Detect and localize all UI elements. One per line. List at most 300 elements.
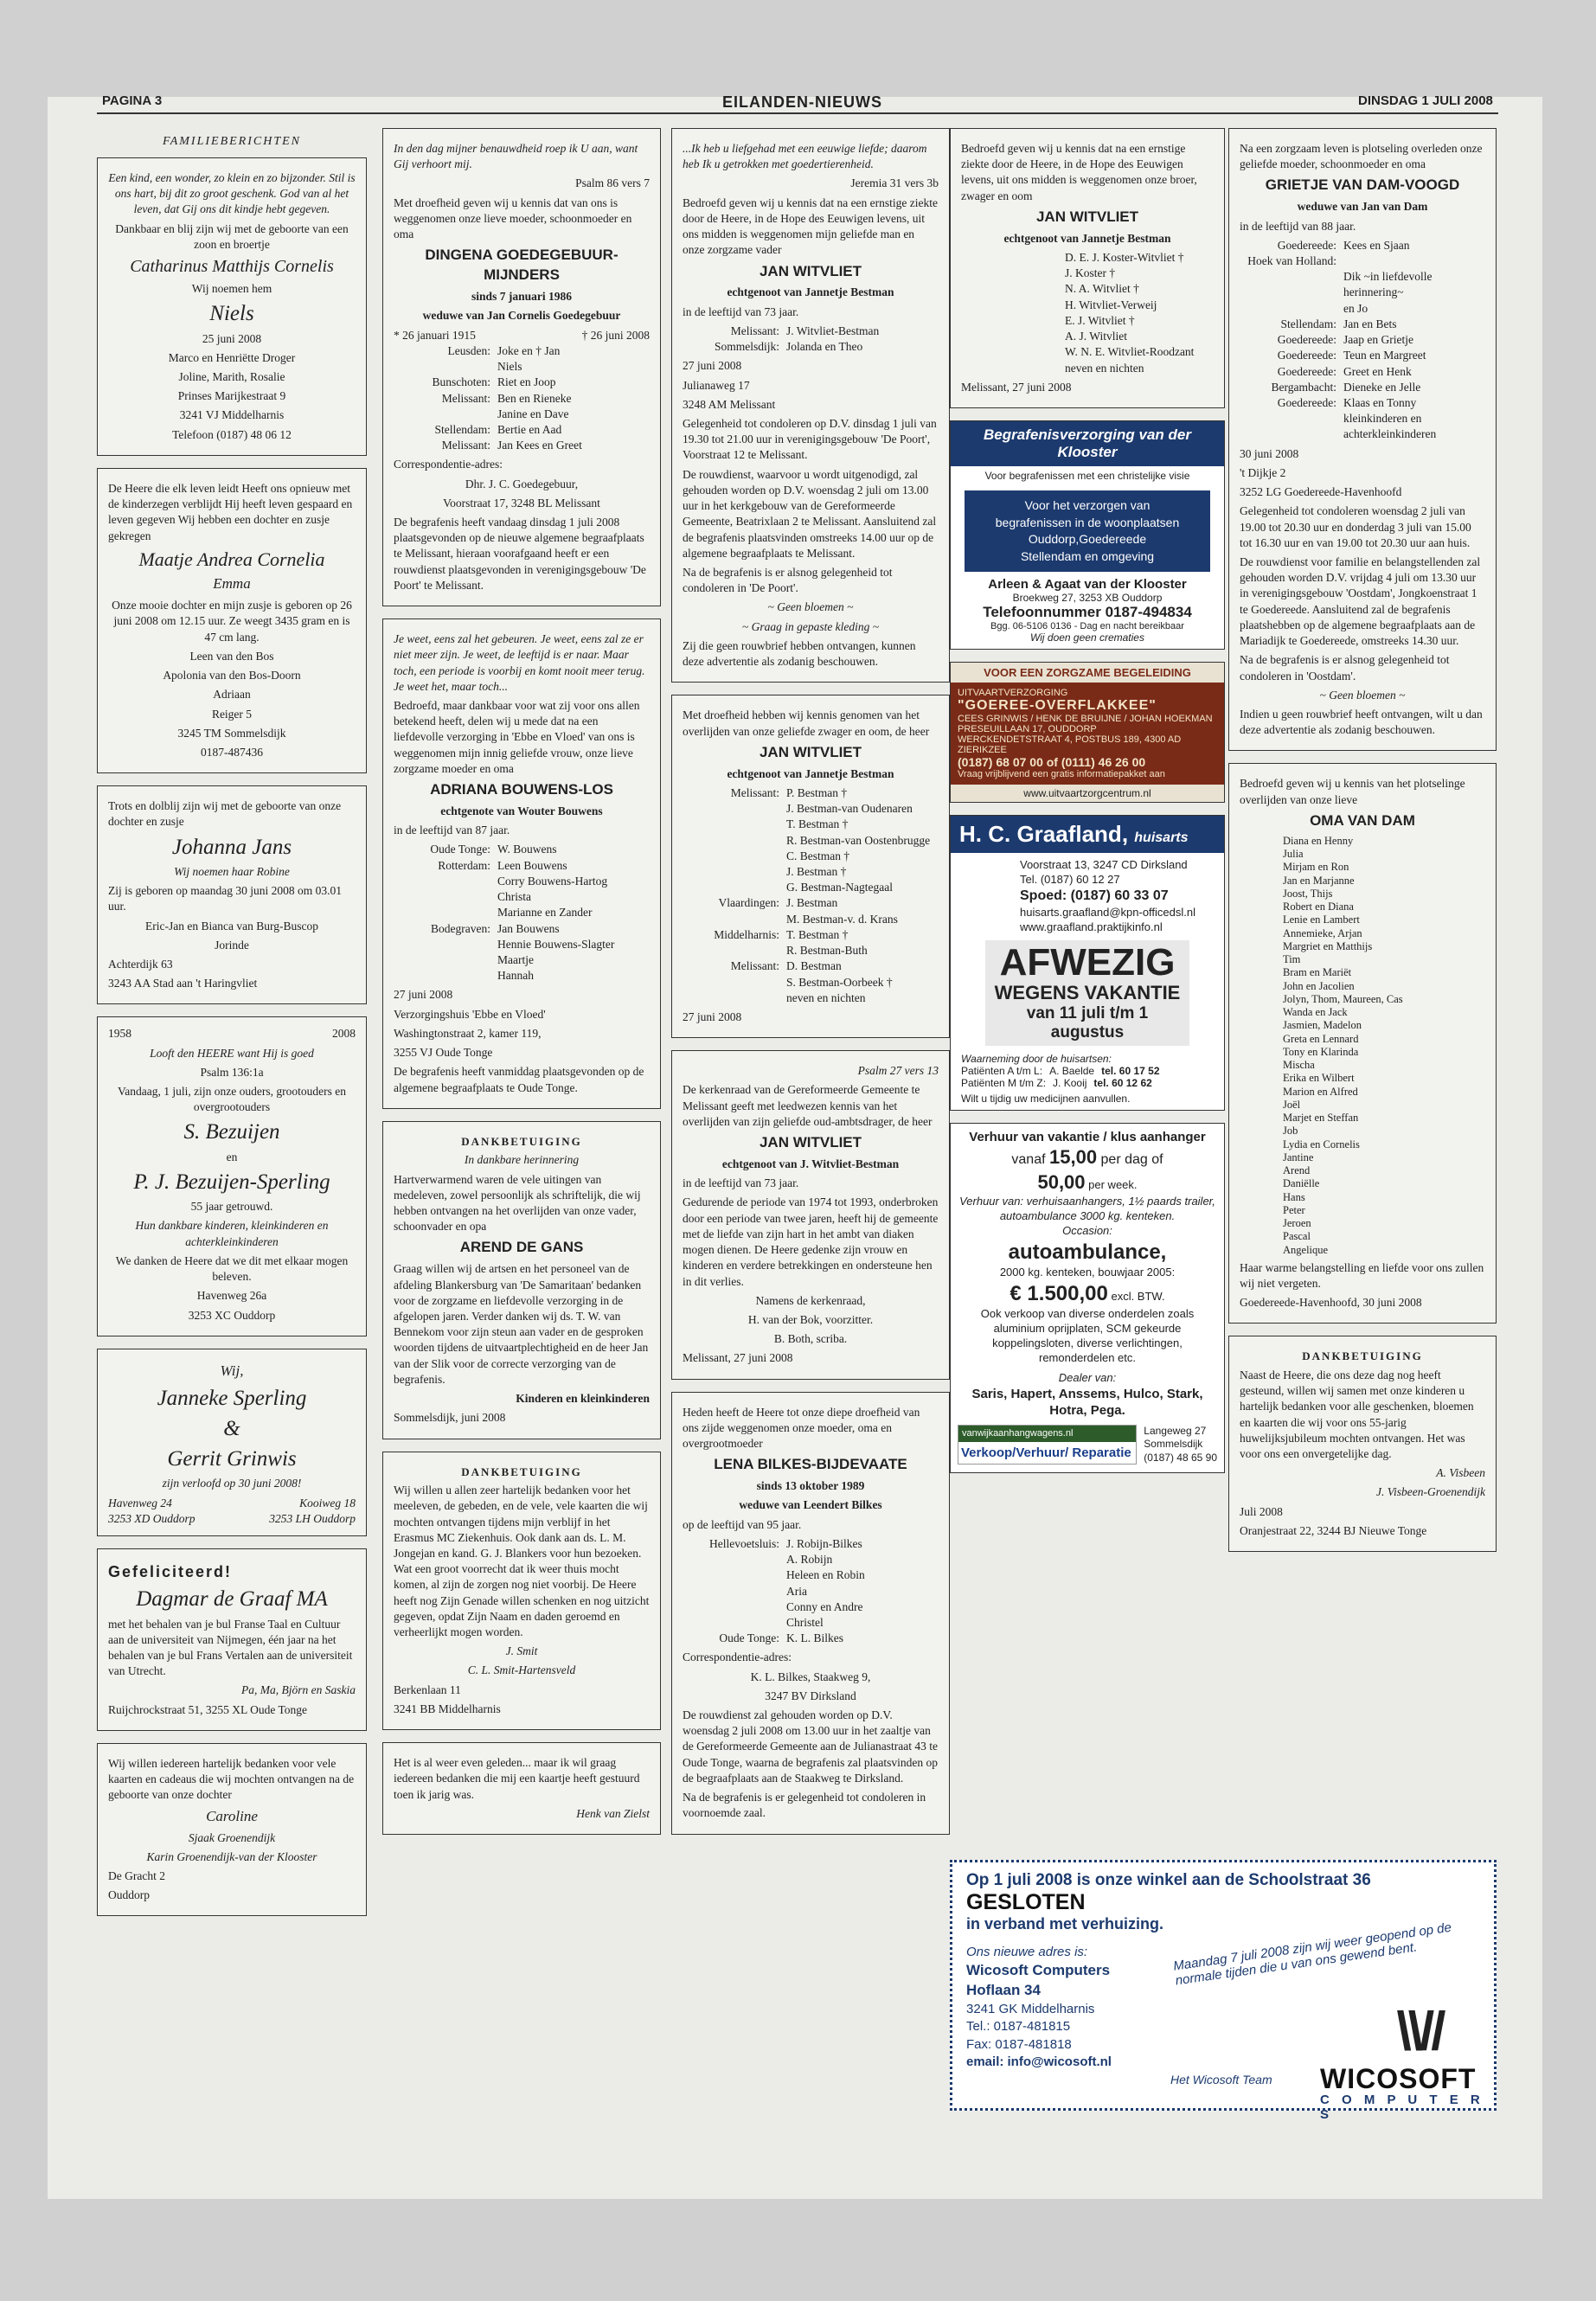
title: DANKBETUIGING [461, 1134, 582, 1148]
logo-mark-icon: \\// [1396, 2002, 1443, 2061]
subtitle: In dankbare herinnering [464, 1153, 580, 1167]
sibling: Jorinde [215, 938, 249, 952]
birth-notice-niels [97, 157, 367, 456]
fax: Fax: 0187-481818 [966, 2036, 1072, 2052]
row-value: Klaas en Tonny [1343, 396, 1417, 409]
row-value: T. Bestman † [786, 927, 849, 941]
name-2: P. J. Bezuijen-Sperling [133, 1170, 330, 1194]
signature-2: J. Visbeen-Groenendijk [1376, 1485, 1485, 1499]
grandchild-name: Mischa [1283, 1059, 1315, 1071]
date: 27 juni 2008 [683, 1009, 742, 1023]
signature-1: Sjaak Groenendijk [188, 1830, 276, 1844]
from: vanaf [1011, 1152, 1046, 1168]
intro: Dankbaar en blij zijn wij met de geboorte van een zoon en broertje [115, 221, 349, 251]
website[interactable]: www.graafland.praktijkinfo.nl [1020, 920, 1163, 933]
signature: Henk van Zielst [576, 1806, 650, 1820]
row-key [394, 952, 490, 968]
no-flowers: ~ Geen bloemen ~ [767, 600, 854, 614]
row-key [683, 801, 779, 817]
parents: Eric-Jan en Bianca van Burg-Buscop [145, 919, 318, 933]
year-start: 1958 [108, 1027, 131, 1041]
row-value: kleinkinderen en achterkleinkinderen [1343, 412, 1437, 441]
family-row [683, 895, 939, 911]
phone-1: tel. 60 17 52 [1101, 1064, 1160, 1077]
family-row [394, 359, 650, 375]
name-1: Janneke Sperling [157, 1386, 307, 1410]
child-name: Niels [209, 302, 254, 326]
column-2 [382, 128, 661, 1847]
age: in de leeftijd van 73 jaar. [683, 1176, 799, 1190]
occasion-label: Occasion: [1062, 1224, 1112, 1238]
age: in de leeftijd van 88 jaar. [1240, 219, 1356, 233]
ad-wicosoft [950, 1860, 1497, 2122]
correspondence-label: Correspondentie-adres: [394, 458, 503, 471]
verse: Looft den HEERE want Hij is goed [150, 1046, 314, 1060]
address-1: Achterdijk 63 [108, 957, 173, 971]
family-member: neven en nichten [1065, 361, 1144, 375]
ampersand: & [223, 1416, 240, 1440]
parents: Marco en Henriëtte Droger [168, 350, 296, 364]
family-row [1240, 317, 1485, 332]
product: autoambulance, [1008, 1240, 1167, 1265]
column-5 [1228, 128, 1497, 1564]
subtitle: UITVAARTVERZORGING [958, 688, 1068, 699]
row-value: Christa [497, 890, 531, 904]
family-row [394, 343, 650, 359]
grandchild-name: Arend [1283, 1164, 1311, 1176]
name: Dagmar de Graaf MA [136, 1587, 328, 1612]
family-member: D. E. J. Koster-Witvliet † [1065, 251, 1184, 265]
address-1: Prinses Marijkestraat 9 [177, 389, 286, 403]
phone-2: tel. 60 12 62 [1093, 1076, 1152, 1089]
address-3: Kooiweg 18 [299, 1496, 356, 1509]
text: Na een zorgzaam leven is plotseling overleden onze geliefde moeder, schoonmoeder en oma [1240, 142, 1483, 171]
place: Sommelsdijk, juni 2008 [394, 1411, 506, 1425]
row-value: Joke en † Jan [497, 343, 561, 357]
sibling: Adriaan [213, 688, 251, 702]
line-1: Voor het verzorgen van [1024, 498, 1151, 512]
row-value: Conny en Andre [786, 1599, 863, 1613]
owners: Arleen & Agaat van der Klooster [988, 577, 1187, 593]
psalm: Psalm 27 vers 13 [857, 1064, 939, 1078]
place-3: 3255 VJ Oude Tonge [394, 1046, 493, 1060]
grandchild-name: Mirjam en Ron [1283, 861, 1349, 874]
column-1 [97, 128, 367, 1928]
row-key [683, 912, 779, 927]
logo-text: WICOSOFT [1320, 2063, 1477, 2094]
row-key: Bunschoten: [432, 375, 490, 389]
row-key [683, 1599, 779, 1615]
family-row [683, 817, 939, 832]
row-key: Hoek van Holland: [1247, 254, 1336, 268]
address-1: Berkenlaan 11 [394, 1682, 461, 1696]
text: Bedroefd geven wij u kennis dat na een ernstige ziekte door de Heere, in de Hope des Eeuwigen levens, uit ons midden is weggenomen mijn geliefde man en onze zorgzame vader [683, 195, 939, 257]
family-row [1240, 238, 1485, 253]
intro: De Heere die elk leven leidt Heeft ons opnieuw met de kinderzegen verblijdt Hij heeft leven gespaard en leven gegeven Wij hebben een dochter en zusje gekregen [108, 481, 353, 542]
line-3: Ouddorp,Goedereede [1028, 532, 1147, 547]
email[interactable]: huisarts.graafland@kpn-officedsl.nl [1020, 905, 1196, 919]
row-value: K. L. Bilkes [786, 1631, 843, 1645]
site[interactable]: vanwijkaanhangwagens.nl [958, 1426, 1136, 1441]
psalm: Psalm 136:1a [200, 1065, 264, 1079]
address-2: 3241 VJ Middelharnis [179, 408, 285, 422]
telephone: Telefoonnummer 0187-494834 [983, 604, 1192, 621]
headline-text: Op 1 juli 2008 is onze winkel aan de Schoolstraat 36 [966, 1871, 1371, 1889]
row-key [683, 1584, 779, 1599]
row-key [394, 407, 490, 422]
row-value: Corry Bouwens-Hartog [497, 874, 608, 888]
family-row [394, 438, 650, 453]
obituary-bouwens [382, 619, 661, 1109]
new-address-label: Ons nieuwe adres is: [966, 1945, 1088, 1959]
age: in de leeftijd van 87 jaar. [394, 824, 510, 837]
row-key [683, 864, 779, 880]
text: Met droefheid geven wij u kennis dat van ons is weggenomen onze lieve moeder, schoonmoeder en oma [394, 195, 632, 241]
vacation-block [985, 940, 1189, 1046]
signature-1: Namens de kerkenraad, [755, 1293, 866, 1307]
date: 27 juni 2008 [683, 359, 742, 373]
row-value: Kees en Sjaan [1343, 238, 1410, 252]
date: 25 juni 2008 [202, 331, 262, 345]
name-1: S. Bezuijen [183, 1120, 280, 1144]
family-row [683, 943, 939, 958]
absent: AFWEZIG [999, 940, 1176, 984]
obituary-bilkes [671, 1392, 950, 1835]
family-row [1240, 253, 1485, 269]
header-rule [97, 112, 1498, 114]
company: Wicosoft Computers [966, 1962, 1111, 1979]
ad-uitvaart-goeree-overflakkee [950, 662, 1225, 803]
row-key [394, 874, 490, 889]
top: VOOR EEN ZORGZAME BEGELEIDING [984, 666, 1191, 680]
row-value: P. Bestman † [786, 785, 848, 799]
address: Ruijchrockstraat 51, 3255 XL Oude Tonge [108, 1702, 308, 1716]
row-key: Bergambacht: [1271, 380, 1336, 394]
family-row [394, 391, 650, 407]
row-value: Marianne en Zander [497, 906, 593, 920]
line-4: Stellendam en omgeving [1020, 548, 1155, 563]
place-2: Washingtonstraat 2, kamer 119, [394, 1026, 542, 1040]
thanks-birthday [382, 1742, 661, 1835]
address-1: Havenweg 26a [196, 1289, 267, 1303]
congratulations-dagmar [97, 1548, 367, 1731]
deceased-name: JAN WITVLIET [759, 262, 862, 279]
signature-2: Karin Groenendijk-van der Klooster [146, 1849, 317, 1863]
signature-3: B. Both, scriba. [773, 1332, 848, 1346]
text: Bedroefd, maar dankbaar voor wat zij voor ons allen betekend heeft, delen wij u mede dat na een liefdevolle verzorging in 'Ebbe en Vloed' van ons is weggenomen mijn innig geliefde vrouw, onze lieve zorgzame moeder en oma [394, 699, 640, 775]
row-value: S. Bestman-Oorbeek † [786, 975, 893, 989]
siblings: Joline, Marith, Rosalie [178, 370, 285, 383]
telephone: (0187) 48 65 90 [1144, 1452, 1217, 1464]
family-row [683, 1584, 939, 1599]
reason: in verband met verhuizing. [966, 1915, 1164, 1932]
page-number: PAGINA 3 [102, 93, 163, 108]
city: 3241 GK Middelharnis [966, 2002, 1095, 2017]
per-week: per week. [1088, 1177, 1138, 1191]
address-1: 't Dijkje 2 [1240, 465, 1286, 479]
family-list [394, 842, 650, 984]
row-key [394, 937, 490, 952]
family-row [1240, 332, 1485, 348]
row-value: Jan en Bets [1343, 317, 1397, 330]
row-value: J. Robijn-Bilkes [786, 1536, 862, 1550]
grandchild-name: Margriet en Matthijs [1283, 939, 1373, 952]
family-row [1240, 364, 1485, 380]
family-row [394, 422, 650, 438]
date: Juli 2008 [1240, 1504, 1283, 1518]
row-key [683, 1552, 779, 1567]
family-row [394, 921, 650, 937]
grandchild-name: Peter [1283, 1203, 1305, 1216]
address: Broekweg 27, 3253 XB Ouddorp [1012, 592, 1163, 605]
grandchild-name: Erika en Wilbert [1283, 1072, 1355, 1085]
row-key: Stellendam: [434, 422, 490, 436]
grandchild-name: Jolyn, Thom, Maureen, Cas [1283, 992, 1403, 1005]
father: Leen van den Bos [189, 649, 274, 663]
family-list [961, 250, 1214, 376]
engaged: zijn verloofd op 30 juni 2008! [162, 1477, 302, 1490]
after-funeral: Na de begrafenis is er alsnog gelegenheid tot condoleren in 'Oostdam'. [1240, 653, 1450, 683]
family-row [394, 905, 650, 920]
group-2: Patiënten M t/m Z: [961, 1076, 1047, 1089]
family-row [683, 864, 939, 880]
family-row [683, 833, 939, 849]
age: in de leeftijd van 73 jaar. [683, 304, 799, 318]
row-value: C. Bestman † [786, 849, 850, 862]
date: Melissant, 27 juni 2008 [961, 380, 1072, 394]
line-2: PRESEUILLAAN 17, OUDDORP [958, 724, 1097, 735]
per-day: per dag of [1100, 1152, 1163, 1168]
date: Melissant, 27 juni 2008 [683, 1351, 793, 1365]
row-key: Goedereede: [1277, 349, 1336, 362]
family-row [683, 849, 939, 864]
row-value: A. Robijn [786, 1553, 833, 1567]
grandchild-name: Marion en Alfred [1283, 1085, 1358, 1098]
row-value: Jan Kees en Greet [497, 439, 582, 452]
row-key: Middelharnis: [714, 927, 779, 941]
row-value: G. Bestman-Nagtegaal [786, 881, 893, 894]
obituary-witvliet-church [671, 1050, 950, 1379]
row-value: Jaap en Grietje [1343, 333, 1413, 347]
dress-code: ~ Graag in gepaste kleding ~ [741, 619, 880, 633]
deceased-name: ADRIANA BOUWENS-LOS [430, 781, 613, 798]
row-value: Dik ~in liefdevolle herinnering~ [1343, 270, 1433, 299]
row-value: J. Witvliet-Bestman [786, 324, 880, 337]
column-3 [671, 128, 950, 1847]
text-2: Gedurende de periode van 1974 tot 1993, onderbroken door een periode van twee jaren, heeft hij de gemeente met de liefde van zijn hart in het ambt van diaken mogen dienen. De Heere gedenke zijn vrouw en kinderen en verdere betrekkingen en ondersteune hen in dit verlies. [683, 1195, 939, 1288]
row-key: Goedereede: [1277, 364, 1336, 378]
line-1: CEES GRINWIS / HENK DE BRUIJNE / JOHAN HOEKMAN [958, 714, 1213, 725]
name-2: Gerrit Grinwis [167, 1447, 297, 1471]
header [951, 816, 1224, 853]
page-date: DINSDAG 1 JULI 2008 [1358, 93, 1493, 108]
deceased-name: JAN WITVLIET [759, 1134, 862, 1151]
family-row [394, 937, 650, 952]
correspondence-1: K. L. Bilkes, Staakweg 9, [750, 1670, 871, 1683]
family-row [394, 842, 650, 857]
family-member: J. Koster † [1065, 266, 1116, 280]
ad-van-wijk-aanhangwagens [950, 1123, 1225, 1473]
row-value: J. Bestman [786, 896, 838, 910]
replacement [951, 1051, 1224, 1110]
family-row [683, 1536, 939, 1552]
telephone: Telefoon (0187) 48 06 12 [172, 427, 292, 441]
street: Hoflaan 34 [966, 1982, 1041, 1999]
family-row [1240, 380, 1485, 395]
call-text: Wij noemen hem [191, 282, 272, 296]
date: 27 juni 2008 [394, 988, 453, 1002]
child-full-name: Maatje Andrea Cornelia [138, 548, 325, 570]
rental-list: Verhuur van: verhuisaanhangers, 1½ paards trailer, autoambulance 3000 kg. kenteken. [959, 1195, 1215, 1223]
husband-of: echtgenoot van Jannetje Bestman [727, 766, 894, 780]
signature-2: H. van der Bok, voorzitter. [747, 1312, 874, 1326]
trailer-image [958, 1425, 1137, 1465]
grandchild-name: Joost, Thijs [1283, 887, 1333, 900]
row-key: Melissant: [730, 785, 779, 799]
text: De kerkenraad van de Gereformeerde Gemeente te Melissant geeft met leedwezen kennis van het overlijden van zijn geliefde oud-ambtsdrager, de heer [683, 1083, 933, 1128]
title: Begrafenisverzorging van der Klooster [951, 421, 1224, 466]
text: Onze mooie dochter en mijn zusje is geboren op 26 juni 2008 om 12.15 uur. Ze weegt 3435 gram en is 47 cm lang. [112, 599, 352, 644]
no-flowers: ~ Geen bloemen ~ [1319, 688, 1406, 702]
and: en [226, 1150, 238, 1163]
obituary-witvliet-siblings [950, 128, 1225, 408]
family-list [683, 1536, 939, 1647]
address-2: 3243 AA Stad aan 't Haringvliet [108, 977, 258, 990]
family-row [394, 889, 650, 905]
deceased-name: DINGENA GOEDEGEBUUR-MIJNDERS [425, 247, 619, 284]
row-value: J. Bestman-van Oudenaren [786, 802, 913, 816]
date: Goedereede-Havenhoofd, 30 juni 2008 [1240, 1296, 1422, 1310]
logo [1359, 2002, 1480, 2061]
row-value: Jolanda en Theo [786, 340, 863, 354]
dealer-label: Dealer van: [1058, 1370, 1117, 1384]
family-row [394, 858, 650, 874]
child-name: Caroline [206, 1807, 258, 1824]
husband-of: echtgenoot van Jannetje Bestman [727, 285, 894, 299]
correspondence-label: Correspondentie-adres: [683, 1650, 792, 1664]
signature-2: C. L. Smit-Hartensveld [467, 1663, 576, 1677]
address-2: 3253 XD Ouddorp [108, 1511, 195, 1525]
grandchild-name: Jan en Marjanne [1283, 874, 1355, 887]
thanks-visbeen [1228, 1336, 1497, 1552]
text: Vandaag, 1 juli, zijn onze ouders, grootouders en overgrootouders [118, 1085, 346, 1114]
row-key [683, 975, 779, 990]
row-value: M. Bestman-v. d. Krans [786, 912, 898, 926]
widow-of: weduwe van Jan van Dam [1297, 200, 1428, 214]
address-2: Ouddorp [108, 1888, 150, 1902]
period: van 11 juli t/m 1 augustus [1026, 1003, 1149, 1042]
service: De rouwdienst zal gehouden worden op D.V. woensdag 2 juli 2008 om 13.00 uur in het zaaltje van de Gereformeerde Gemeente aan de Julianastraat 43 te Oude Tonge, waarna de begrafenis zal plaatsvinden op de begraafplaats aan de Staakweg te Dirksland. [683, 1708, 938, 1785]
row-value: Leen Bouwens [497, 858, 567, 872]
since: sinds 13 oktober 1989 [756, 1479, 865, 1493]
anniversary-bezuijen [97, 1016, 367, 1336]
family-list [394, 343, 650, 454]
excl-vat: excl. BTW. [1111, 1290, 1165, 1304]
row-key: Melissant: [441, 391, 490, 405]
verse: ...Ik heb u liefgehad met een eeuwige liefde; daarom heb Ik u getrokken met goedertierenheid. [683, 142, 927, 171]
row-value: D. Bestman [786, 959, 842, 973]
husband-of: echtgenoot van Jannetje Bestman [1003, 231, 1171, 245]
doctor-name: H. C. Graafland, [959, 821, 1129, 848]
row-key [683, 880, 779, 895]
row-key [683, 833, 779, 849]
brands: Saris, Hapert, Anssems, Hulco, Stark, Hotra, Pega. [971, 1386, 1203, 1419]
correspondence-1: Dhr. J. C. Goedegebuur, [465, 477, 579, 490]
doctor-1: A. Baelde [1049, 1064, 1095, 1077]
place-1: Verzorgingshuis 'Ebbe en Vloed' [394, 1007, 546, 1021]
family-row [394, 375, 650, 390]
family-row [394, 407, 650, 422]
born: * 26 januari 1915 [394, 328, 476, 342]
row-key [683, 943, 779, 958]
thanks: We danken de Heere dat we dit met elkaar mogen beleven. [115, 1253, 349, 1284]
row-key: Melissant: [441, 439, 490, 452]
family-member: N. A. Witvliet † [1065, 282, 1139, 296]
address-1: Reiger 5 [211, 707, 253, 721]
telephone: 0187-487436 [201, 745, 263, 759]
grandchild-name: John en Jacolien [1283, 979, 1355, 992]
family-row [683, 990, 939, 1006]
row-value: W. Bouwens [497, 843, 557, 856]
family-row [683, 1631, 939, 1646]
family-row [1240, 301, 1485, 317]
row-key [683, 990, 779, 1006]
text: Wij willen u allen zeer hartelijk bedanken voor het meeleven, de gebeden, en de vele, vele kaarten die wij mochten ontvangen tijdens mijn verblijf in het Erasmus MC Ziekenhuis. Ook dank aan ds. L. M. Jongejan en kand. G. J. Blankers voor hun bezoeken. Wat een groot voorrecht dat ik weer thuis mocht komen, al zijn de zorgen nog niet voorbij. De Heere heeft nog Zijn Genade willen schenken en nog uitzicht gegeven, opdat Zijn Naam en daden geroemd en verheerlijkt mogen worden. [394, 1484, 650, 1639]
row-key [394, 359, 490, 375]
email[interactable]: email: info@wicosoft.nl [966, 2054, 1112, 2069]
address-1: Julianaweg 17 [683, 378, 750, 392]
website[interactable]: www.uitvaartzorgcentrum.nl [1023, 787, 1151, 800]
grandchild-name: Angelique [1283, 1243, 1329, 1256]
title: DANKBETUIGING [461, 1465, 582, 1478]
text: Heden heeft de Heere tot onze diepe droefheid van ons zijde weggenomen onze moeder, oma en overgrootmoeder [683, 1405, 920, 1451]
grandchild-name: Pascal [1283, 1230, 1311, 1243]
row-key [1240, 411, 1336, 442]
column-4 [950, 128, 1225, 1485]
family-row [683, 880, 939, 895]
family-row [683, 801, 939, 817]
line-2: begrafenissen in de woonplaatsen [995, 515, 1180, 529]
age: op de leeftijd van 95 jaar. [683, 1517, 802, 1531]
family-row [683, 927, 939, 943]
grandchild-name: Robert en Diana [1283, 901, 1354, 913]
thanks: Haar warme belangstelling en liefde voor ons zullen wij niet vergeten. [1240, 1260, 1484, 1290]
telephone: Tel. (0187) 60 12 27 [1020, 873, 1120, 887]
obituary-witvliet-bestman [671, 695, 950, 1038]
row-key: Vlaardingen: [718, 896, 779, 910]
row-key [394, 905, 490, 920]
birth-notice-johanna [97, 785, 367, 1004]
deceased-name: AREND DE GANS [459, 1239, 584, 1256]
row-value: J. Bestman † [786, 864, 847, 878]
mourning-note: Indien u geen rouwbrief heeft ontvangen, wilt u dan deze advertentie als zodanig beschouwen. [1240, 707, 1483, 737]
newspaper-title: EILANDEN-NIEUWS [722, 93, 882, 111]
medicine-note: Wilt u tijdig uw medicijnen aanvullen. [961, 1092, 1131, 1105]
text: met het behalen van je bul Franse Taal en Cultuur aan de universiteit van Nijmegen, één jaar na het behalen van je bul Frans Vertalen aan de universiteit van Utrecht. [108, 1617, 353, 1678]
row-key: Stellendam: [1280, 317, 1336, 330]
correspondence-2: Voorstraat 17, 3248 BL Melissant [443, 496, 600, 510]
family-row [394, 952, 650, 968]
price: € 1.500,00 [1010, 1282, 1108, 1306]
family-member: H. Witvliet-Verweij [1065, 298, 1157, 311]
text: Naast de Heere, die ons deze dag nog heeft gesteund, willen wij samen met onze kinderen u hartelijk bedanken voor alle geschenken, bloemen en kaarten die wij voor ons 55-jarig huwelijksjubileum mochten ontvangen. Het was voor ons een onvergetelijke dag. [1240, 1368, 1474, 1461]
contact [951, 853, 1224, 934]
address-2: 3253 XC Ouddorp [188, 1308, 276, 1322]
row-value: Maartje [497, 953, 534, 966]
psalm: Psalm 86 vers 7 [575, 176, 650, 190]
condolence: Gelegenheid tot condoleren woensdag 2 juli van 19.00 tot 20.30 uur en donderdag 3 juli van 15.00 tot 16.30 uur en van 19.00 tot 20.30 uur aan huis. [1240, 504, 1471, 549]
row-value: neven en nichten [786, 990, 866, 1004]
